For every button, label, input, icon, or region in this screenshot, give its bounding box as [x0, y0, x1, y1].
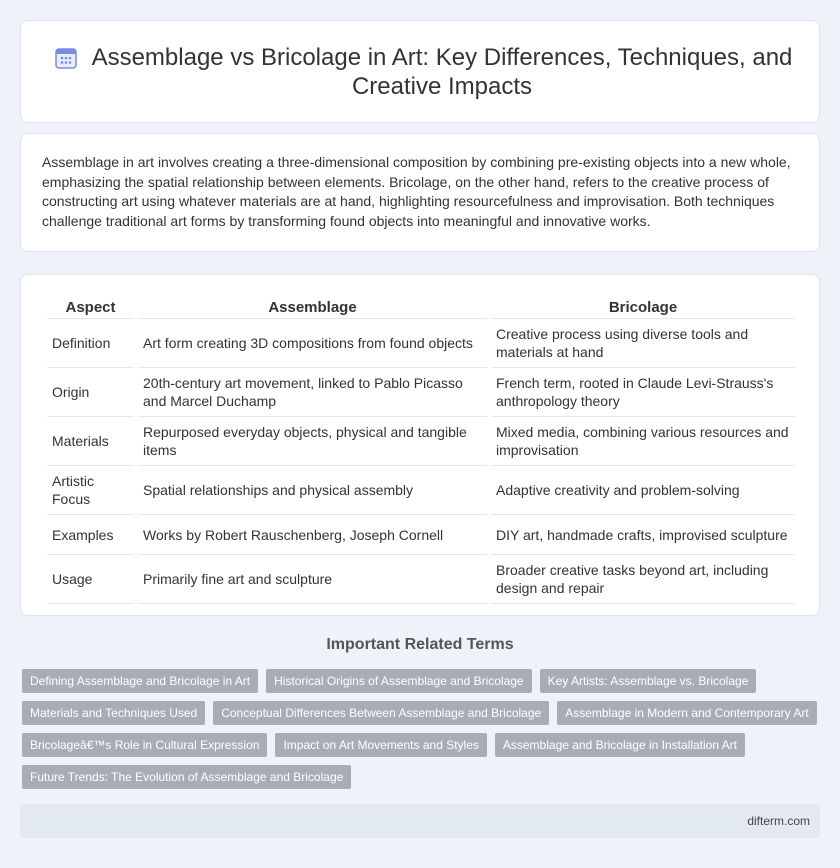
- related-term-tag[interactable]: Assemblage and Bricolage in Installation Art: [495, 733, 745, 757]
- table-row: [47, 417, 795, 466]
- column-header-aspect: Aspect: [47, 295, 134, 319]
- footer: [20, 804, 820, 838]
- table-row: [47, 515, 795, 555]
- cell-aspect: Materials: [47, 417, 134, 466]
- table-row: [47, 319, 795, 368]
- cell-bricolage: Broader creative tasks beyond art, including design and repair: [491, 555, 795, 604]
- related-term-tag[interactable]: Conceptual Differences Between Assemblage and Bricolage: [213, 701, 549, 725]
- related-term-tag[interactable]: Impact on Art Movements and Styles: [275, 733, 486, 757]
- cell-assemblage: Art form creating 3D compositions from found objects: [138, 319, 487, 368]
- related-terms-title: Important Related Terms: [326, 636, 514, 653]
- cell-aspect: Definition: [47, 319, 134, 368]
- table-header-row: [47, 295, 795, 319]
- cell-bricolage: DIY art, handmade crafts, improvised sculpture: [491, 515, 795, 555]
- table-row: [47, 555, 795, 604]
- related-term-tag[interactable]: Future Trends: The Evolution of Assemblage and Bricolage: [22, 765, 351, 789]
- cell-aspect: Origin: [47, 368, 134, 417]
- comparison-table: [43, 295, 799, 604]
- table-row: [47, 368, 795, 417]
- cell-assemblage: 20th-century art movement, linked to Pablo Picasso and Marcel Duchamp: [138, 368, 487, 417]
- cell-bricolage: French term, rooted in Claude Levi-Strauss's anthropology theory: [491, 368, 795, 417]
- related-term-tag[interactable]: Materials and Techniques Used: [22, 701, 205, 725]
- cell-assemblage: Primarily fine art and sculpture: [138, 555, 487, 604]
- header-card: [20, 20, 820, 123]
- cell-bricolage: Adaptive creativity and problem-solving: [491, 466, 795, 515]
- intro-paragraph: Assemblage in art involves creating a three-dimensional composition by combining pre-existing objects into a new whole, emphasizing the spatial relationship between elements. Bricolage, on the other hand, refers to the creative process of constructing art using whatever materials are at hand, highlighting resourcefulness and improvisation. Both techniques challenge traditional art forms by transforming found objects into meaningful and innovative works.: [42, 154, 791, 229]
- intro-card: [20, 133, 820, 252]
- related-term-tag[interactable]: Historical Origins of Assemblage and Bricolage: [266, 669, 531, 693]
- page-title: Assemblage vs Bricolage in Art: Key Differences, Techniques, and Creative Impacts: [91, 44, 793, 100]
- related-term-tag[interactable]: Assemblage in Modern and Contemporary Art: [557, 701, 816, 725]
- table-row: [47, 466, 795, 515]
- related-term-tag[interactable]: Key Artists: Assemblage vs. Bricolage: [540, 669, 757, 693]
- related-term-tag[interactable]: Defining Assemblage and Bricolage in Art: [22, 669, 258, 693]
- cell-assemblage: Repurposed everyday objects, physical and tangible items: [138, 417, 487, 466]
- cell-aspect: Examples: [47, 515, 134, 555]
- cell-assemblage: Spatial relationships and physical assembly: [138, 466, 487, 515]
- related-terms-list: [22, 669, 822, 789]
- related-term-tag[interactable]: Bricolageâ€™s Role in Cultural Expression: [22, 733, 267, 757]
- column-header-bricolage: Bricolage: [491, 295, 795, 319]
- cell-aspect: Usage: [47, 555, 134, 604]
- header: [61, 43, 799, 101]
- comparison-card: [20, 274, 820, 616]
- column-header-assemblage: Assemblage: [138, 295, 487, 319]
- cell-aspect: Artistic Focus: [47, 466, 134, 515]
- cell-assemblage: Works by Robert Rauschenberg, Joseph Cornell: [138, 515, 487, 555]
- cell-bricolage: Creative process using diverse tools and materials at hand: [491, 319, 795, 368]
- cell-bricolage: Mixed media, combining various resources and improvisation: [491, 417, 795, 466]
- calendar-icon: [53, 45, 79, 71]
- site-name[interactable]: difterm.com: [747, 814, 810, 828]
